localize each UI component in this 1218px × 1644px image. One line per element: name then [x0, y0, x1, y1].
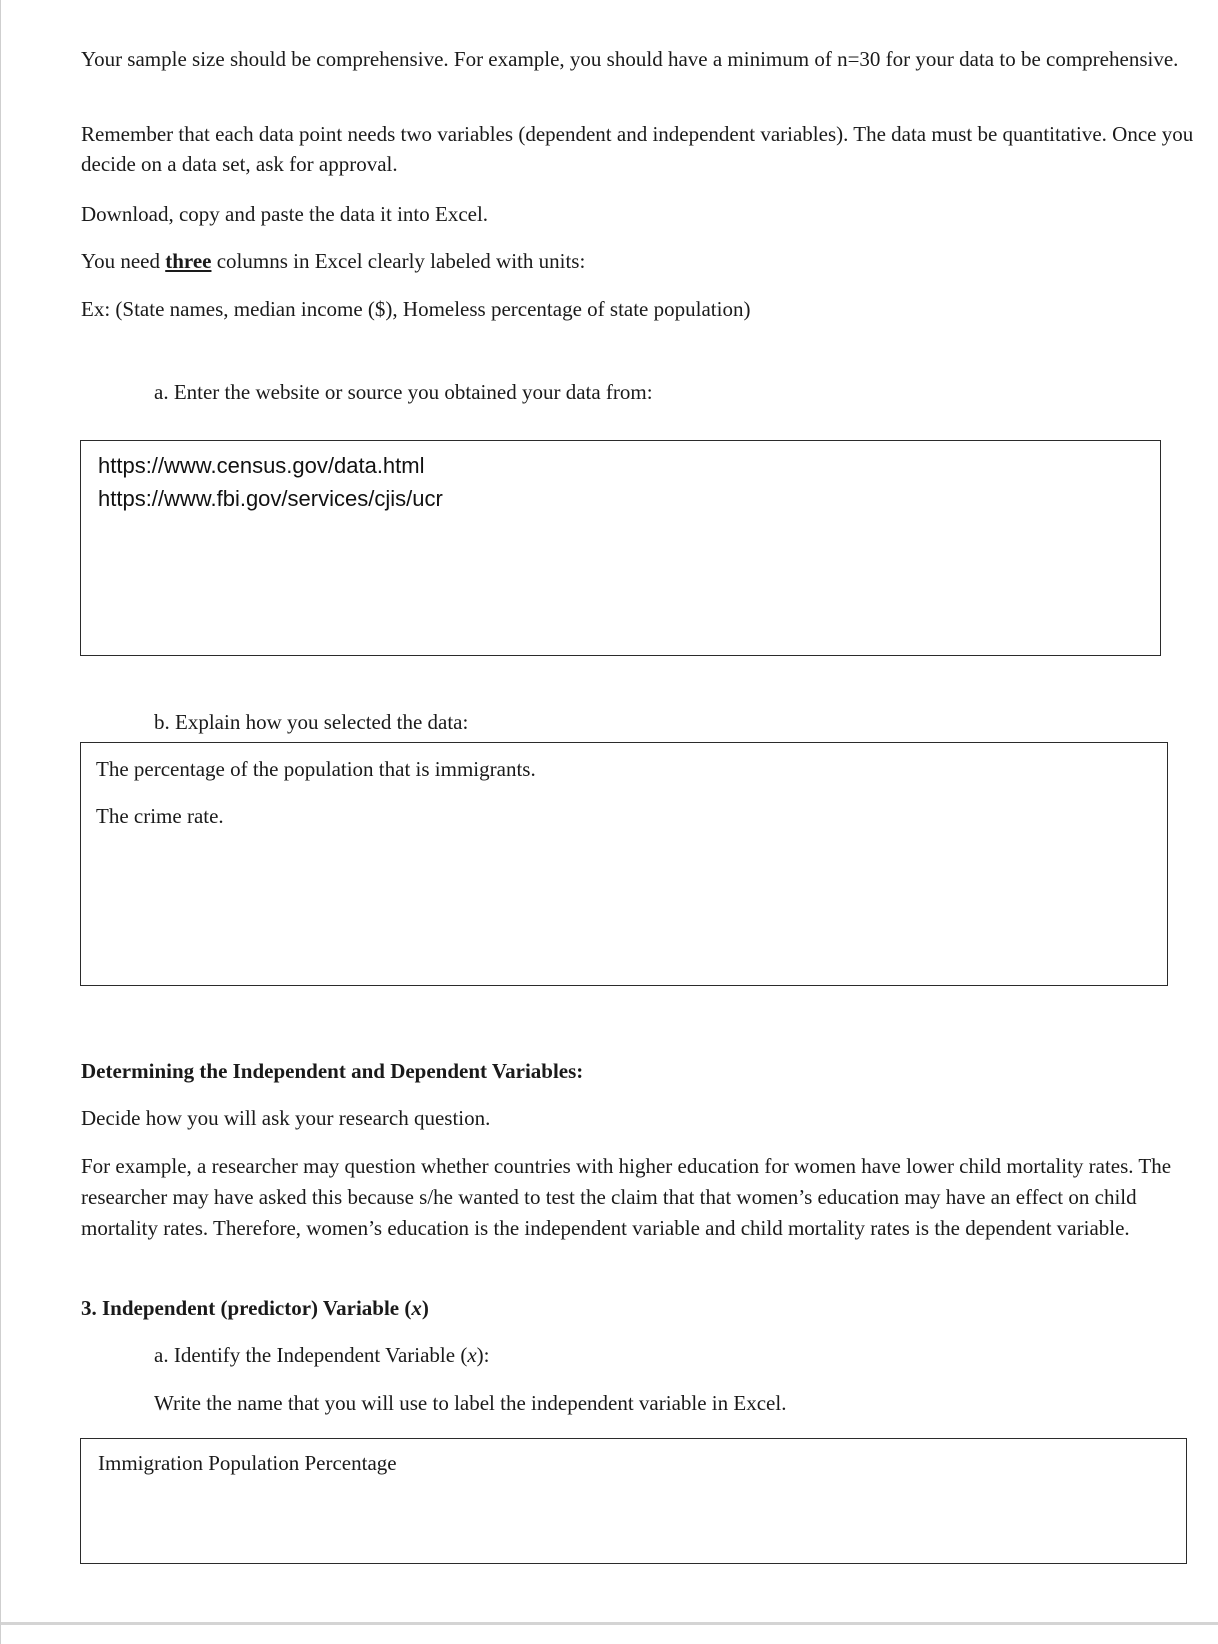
selection-answer-line-1: The percentage of the population that is immigrants. [96, 757, 536, 781]
question-3a-text: a. Identify the Independent Variable ( [154, 1343, 468, 1367]
section-heading: Determining the Independent and Dependent Variables: [81, 1059, 584, 1083]
source-url-census: https://www.census.gov/data.html [98, 453, 425, 478]
question-b-answer-box[interactable] [80, 742, 1168, 986]
page-bottom-divider [1, 1622, 1218, 1625]
question-3a-instruction: Write the name that you will use to label the independent variable in Excel. [154, 1391, 787, 1415]
columns-text-end: columns in Excel clearly labeled with units: [211, 249, 586, 273]
columns-emphasis: three [165, 249, 212, 273]
question-3-heading [81, 1294, 429, 1323]
question-3a-label [154, 1341, 489, 1370]
example-paragraph: For example, a researcher may question whether countries with higher education for women have lower child mortality rates. The researcher may have asked this because s/he wanted to test the claim that that women’s education may have an effect on child mortality rates. Therefore, women’s education is the independent variable and child mortality rates is the dependent variable. [81, 1154, 1172, 1240]
question-3-heading-close: ) [421, 1296, 429, 1320]
question-3a-var: x [467, 1343, 477, 1367]
columns-example: Ex: (State names, median income ($), Homeless percentage of state population) [81, 297, 751, 321]
selection-answer-line-2: The crime rate. [96, 804, 224, 828]
question-3-heading-var: x [411, 1296, 422, 1320]
question-3a-close: ): [476, 1343, 490, 1367]
variables-paragraph: Remember that each data point needs two variables (dependent and independent variables). The data must be quantitative. Once you decide on a data set, ask for approval. [81, 122, 1194, 176]
question-b-label: b. Explain how you selected the data: [154, 710, 469, 734]
download-instruction: Download, copy and paste the data it into Excel. [81, 202, 489, 226]
columns-text-start: You need [81, 249, 166, 273]
question-a-label: a. Enter the website or source you obtained your data from: [154, 380, 653, 404]
columns-instruction [81, 247, 585, 276]
question-a-answer-box[interactable] [80, 440, 1161, 656]
sample-size-paragraph: Your sample size should be comprehensive. For example, you should have a minimum of n=30 for your data to be comprehensive. [81, 47, 1179, 71]
question-3-heading-text: 3. Independent (predictor) Variable ( [81, 1296, 412, 1320]
source-url-fbi: https://www.fbi.gov/services/cjis/ucr [98, 486, 443, 511]
question-3-answer-box[interactable] [80, 1438, 1187, 1564]
independent-variable-answer: Immigration Population Percentage [98, 1451, 397, 1475]
research-question-instruction: Decide how you will ask your research question. [81, 1106, 491, 1130]
